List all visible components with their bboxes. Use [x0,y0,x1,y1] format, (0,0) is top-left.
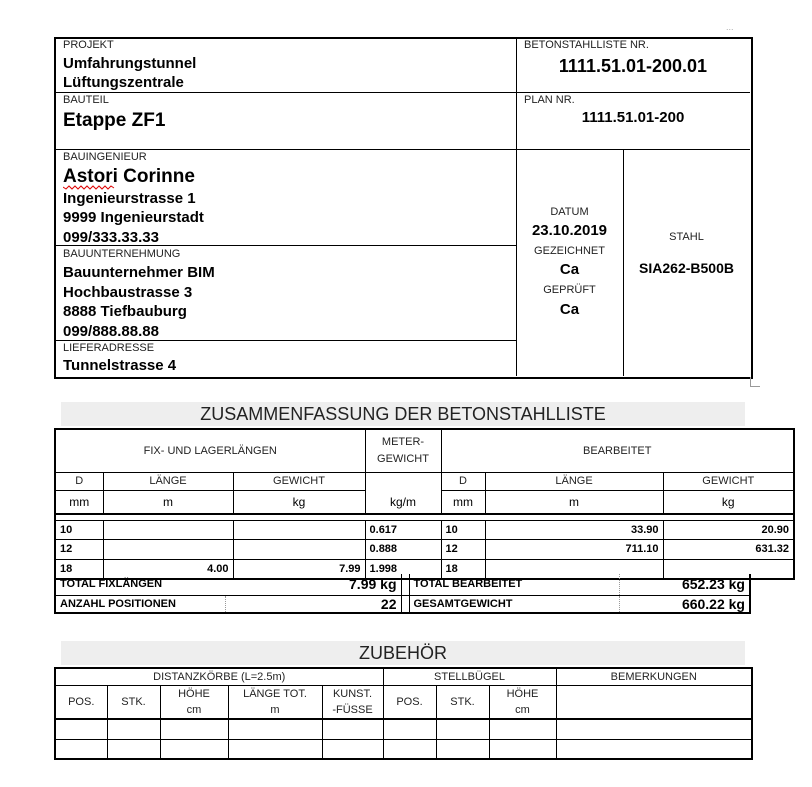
total-fix-value: 7.99 kg [349,576,397,593]
empty-cell[interactable] [383,719,436,739]
col-laenge-tot [228,685,322,719]
col-hoehe-label: HÖHE [506,687,539,700]
empty-cell[interactable] [228,719,322,739]
gesamt-label: GESAMTGEWICHT [409,595,619,613]
cell-bearb-d: 12 [441,539,485,559]
anzahl-label: ANZAHL POSITIONEN [55,595,225,613]
zubehoer-title: ZUBEHÖR [61,641,745,665]
empty-cell[interactable] [556,739,752,759]
divider [516,149,750,150]
cell-fix-laenge [103,520,233,539]
gepr-value: Ca [559,301,580,318]
gez-value: Ca [559,261,580,278]
gepr-label: GEPRÜFT [543,284,596,296]
ing-phone: 099/333.33.33 [63,229,159,246]
liefer-label: LIEFERADRESSE [63,342,155,354]
empty-cell[interactable] [556,719,752,739]
cell-metergewicht: 0.888 [365,539,441,559]
col-pos: POS. [55,685,107,719]
unit-mm: mm [441,490,485,514]
cell-fix-gewicht [233,539,365,559]
gesamt-value: 660.22 kg [681,595,745,612]
anzahl-value: 22 [380,595,397,612]
total-fix-label: TOTAL FIXLÄNGEN [60,578,163,591]
datum-label: DATUM [550,206,589,218]
col-hoehe-unit: cm [186,703,202,716]
spacer [401,595,409,613]
zubehoer-table [54,667,753,760]
col-laenge-tot-unit: m [270,703,280,716]
unit-kg: kg [233,490,365,514]
empty-cell[interactable] [160,739,228,759]
unt-name: Bauunternehmer BIM [63,264,215,281]
unit-m: m [485,490,663,514]
cell-metergewicht: 1.998 [365,559,441,579]
plan-value: 1111.51.01-200 [581,109,685,126]
col-pos: POS. [383,685,436,719]
divider [516,92,750,93]
stahl-label: STAHL [669,231,704,243]
empty-cell[interactable] [322,739,383,759]
unit-m: m [103,490,233,514]
liefer-value: Tunnelstrasse 4 [63,357,177,374]
col-d: D [441,472,485,490]
divider [55,92,516,93]
liste-label: BETONSTAHLLISTE NR. [524,39,649,51]
unt-city: 8888 Tiefbauburg [63,303,187,320]
unt-street: Hochbaustrasse 3 [63,284,193,301]
unit-mm: mm [55,490,103,514]
col-stk: STK. [107,685,160,719]
empty-cell[interactable] [160,719,228,739]
totals-table [54,574,751,614]
col-d: D [55,472,103,490]
empty-cell[interactable] [436,719,489,739]
cell-fix-laenge: 4.00 [103,559,233,579]
total-bearb-label: TOTAL BEARBEITET [409,574,619,595]
unit-kgm: kg/m [365,490,441,514]
cell-fix-gewicht [233,520,365,539]
divider [55,149,516,150]
empty-cell [365,472,441,490]
datum-value: 23.10.2019 [531,222,608,239]
cell-d: 10 [55,520,103,539]
projekt-line1: Umfahrungstunnel [63,55,197,72]
meter-header [365,429,441,472]
cell-fix-laenge [103,539,233,559]
empty-cell[interactable] [436,739,489,759]
table-row [55,539,794,559]
liste-value: 1111.51.01-200.01 [558,56,708,76]
col-hoehe-label: HÖHE [178,687,210,700]
cell-d: 12 [55,539,103,559]
gez-label: GEZEICHNET [534,245,605,257]
stell-header: STELLBÜGEL [383,668,556,685]
unt-label: BAUUNTERNEHMUNG [63,248,181,260]
col-hoehe [489,685,556,719]
cell-bearb-laenge: 711.10 [485,539,663,559]
bem-header: BEMERKUNGEN [556,668,752,685]
cell-d: 18 [55,559,103,579]
total-bearb-value: 652.23 kg [681,576,745,593]
empty-cell[interactable] [228,739,322,759]
empty-cell[interactable] [322,719,383,739]
col-kunstfuesse [322,685,383,719]
projekt-label: PROJEKT [63,39,114,51]
summary-table [54,428,795,580]
unt-phone: 099/888.88.88 [63,323,159,340]
unit-kg: kg [663,490,794,514]
col-laenge: LÄNGE [485,472,663,490]
cell-bearb-gewicht: 20.90 [663,520,794,539]
empty-cell[interactable] [55,739,107,759]
distanz-header: DISTANZKÖRBE (L=2.5m) [55,668,383,685]
cell-bearb-gewicht: 631.32 [663,539,794,559]
col-laenge: LÄNGE [103,472,233,490]
cell-bearb-d: 10 [441,520,485,539]
col-hoehe-unit: cm [515,703,530,716]
empty-cell[interactable] [489,719,556,739]
empty-cell[interactable] [489,739,556,759]
projekt-line2: Lüftungszentrale [63,74,184,91]
col-gewicht: GEWICHT [233,472,365,490]
meter-header-1: METER- [381,435,425,448]
cell-bearb-d: 18 [441,559,485,579]
table-row [55,739,752,759]
fix-header: FIX- UND LAGERLÄNGEN [55,429,365,472]
col-laenge-tot-label: LÄNGE TOT. [243,687,307,700]
bauteil-label: BAUTEIL [63,94,109,106]
table-row [55,719,752,739]
bearb-header: BEARBEITET [441,429,794,472]
meter-header-2: GEWICHT [377,452,429,465]
col-kunst-2: -FÜSSE [332,703,373,716]
ing-city: 9999 Ingenieurstadt [63,209,204,226]
col-kunst-1: KUNST. [332,687,373,700]
cell-metergewicht: 0.617 [365,520,441,539]
empty-cell[interactable] [107,739,160,759]
bauteil-value: Etappe ZF1 [63,110,166,131]
table-resize-handle[interactable] [750,377,760,387]
cell-fix-gewicht: 7.99 [233,559,365,579]
corner-mark: ... [726,22,734,32]
spacer [401,574,409,595]
col-stk: STK. [436,685,489,719]
empty-cell[interactable] [107,719,160,739]
cell-bearb-laenge: 33.90 [485,520,663,539]
ing-name: Astori Corinne [63,166,195,187]
ing-street: Ingenieurstrasse 1 [63,190,196,207]
empty-cell[interactable] [383,739,436,759]
plan-label: PLAN NR. [524,94,575,106]
table-row [55,520,794,539]
empty-cell[interactable] [55,719,107,739]
col-gewicht: GEWICHT [663,472,794,490]
ing-label: BAUINGENIEUR [63,151,147,163]
col-hoehe [160,685,228,719]
summary-title: ZUSAMMENFASSUNG DER BETONSTAHLLISTE [61,402,745,426]
bem-cell [556,685,752,719]
stahl-value: SIA262-B500B [639,260,734,276]
